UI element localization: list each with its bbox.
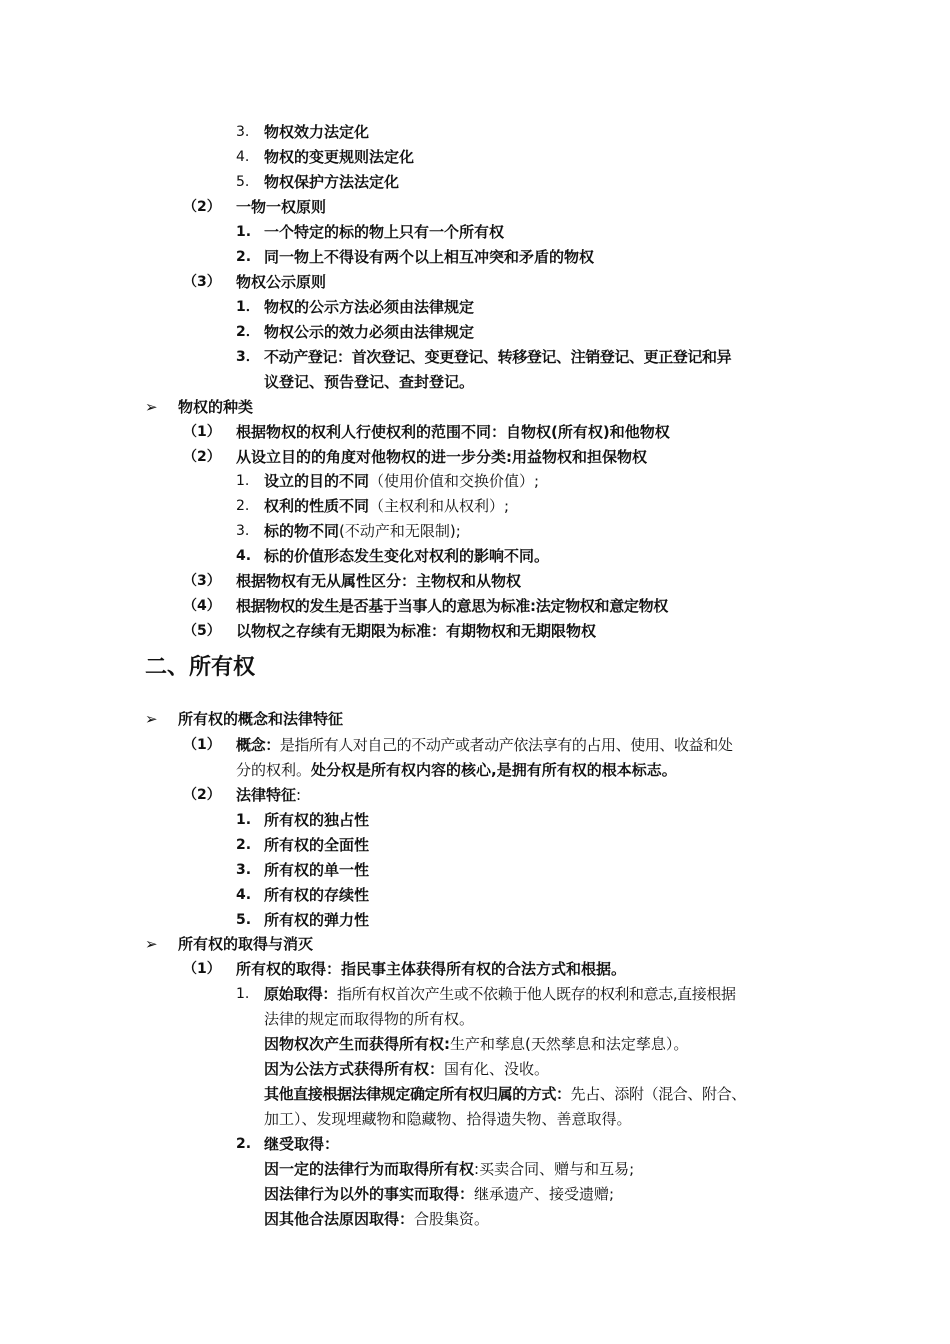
list-item-text: : — [296, 786, 302, 804]
list-number: 5. — [236, 174, 250, 190]
list-number: （2） — [183, 787, 221, 803]
list-number: 2. — [236, 498, 250, 514]
paragraph — [264, 1208, 489, 1230]
list-number: 3. — [236, 523, 250, 539]
paragraph — [264, 1033, 688, 1055]
list-item: 以物权之存续有无期限为标准：有期物权和无期限物权 — [236, 622, 597, 640]
list-item: 继受取得： — [264, 1135, 340, 1153]
list-item: 一物一权原则 — [236, 198, 327, 216]
list-item-bold: 处分权是所有权内容的核心,是拥有所有权的根本标志。 — [311, 761, 677, 779]
paragraph — [264, 1158, 634, 1180]
list-number: 1. — [236, 986, 250, 1002]
arrow-bullet-icon: ➢ — [145, 398, 158, 416]
paragraph-bold: 其他直接根据法律规定确定所有权归属的方式： — [264, 1085, 571, 1103]
list-number: （2） — [183, 449, 221, 465]
list-number: （1） — [183, 737, 221, 753]
list-item — [264, 520, 461, 542]
list-item — [264, 983, 736, 1005]
list-item: 所有权的弹力性 — [264, 911, 370, 929]
list-number: （3） — [183, 274, 221, 290]
list-item: 根据物权有无从属性区分：主物权和从物权 — [236, 572, 522, 590]
list-item: 所有权的独占性 — [264, 811, 370, 829]
paragraph-continuation: 加工）、发现埋藏物和隐藏物、拾得遗失物、善意取得。 — [264, 1110, 632, 1128]
list-number: 2． — [236, 324, 260, 340]
list-item — [264, 495, 509, 517]
list-item: 根据物权的权利人行使权利的范围不同：自物权(所有权)和他物权 — [236, 423, 670, 441]
list-item: 物权的公示方法必须由法律规定 — [264, 298, 475, 316]
paragraph-bold: 因其他合法原因取得： — [264, 1210, 415, 1228]
list-number: （2） — [183, 199, 221, 215]
list-item-bold: 概念： — [236, 736, 280, 754]
list-item: 所有权的取得：指民事主体获得所有权的合法方式和根据。 — [236, 960, 627, 978]
list-item-bold: 原始取得： — [264, 985, 338, 1003]
paragraph-bold: 因一定的法律行为而取得所有权 — [264, 1160, 475, 1178]
list-number: 4. — [236, 548, 252, 564]
paragraph-bold: 因为公法方式获得所有权： — [264, 1060, 445, 1078]
paragraph-text: :买卖合同、赠与和互易; — [474, 1160, 635, 1178]
arrow-bullet-icon: ➢ — [145, 710, 158, 728]
list-item: 标的价值形态发生变化对权利的影响不同。 — [264, 547, 550, 565]
list-item-continuation: 法律的规定而取得物的所有权。 — [264, 1010, 475, 1028]
list-item-text: (不动产和无限制); — [339, 522, 461, 540]
list-item-continuation — [236, 759, 677, 781]
list-item: 物权效力法定化 — [264, 123, 370, 141]
paragraph-bold: 因法律行为以外的事实而取得： — [264, 1185, 475, 1203]
list-item-text: 分的权利。 — [236, 761, 312, 779]
list-item-bold: 法律特征 — [236, 786, 297, 804]
list-number: （1） — [183, 961, 221, 977]
list-number: 3. — [236, 862, 252, 878]
list-number: 4. — [236, 149, 250, 165]
list-item: 一个特定的标的物上只有一个所有权 — [264, 223, 505, 241]
list-item: 物权公示原则 — [236, 273, 327, 291]
list-item: 同一物上不得设有两个以上相互冲突和矛盾的物权 — [264, 248, 595, 266]
list-item — [236, 784, 301, 806]
paragraph-text: 合股集资。 — [414, 1210, 490, 1228]
list-item: 所有权的存续性 — [264, 886, 370, 904]
list-number: （5） — [183, 623, 221, 639]
paragraph-bold: 因物权次产生而获得所有权: — [264, 1035, 450, 1053]
paragraph — [264, 1058, 549, 1080]
list-item-continuation: 议登记、预告登记、查封登记。 — [264, 373, 475, 391]
list-item-bold: 设立的目的不同 — [264, 472, 370, 490]
list-number: 3． — [236, 349, 260, 365]
paragraph-text: 继承遗产、接受遗赠; — [474, 1185, 615, 1203]
section-heading: 所有权的取得与消灭 — [178, 935, 314, 953]
list-number: （1） — [183, 424, 221, 440]
list-item-text: 是指所有人对自己的不动产或者动产依法享有的占用、使用、收益和处 — [279, 736, 733, 754]
list-item: 根据物权的发生是否基于当事人的意思为标准:法定物权和意定物权 — [236, 597, 669, 615]
section-heading: 物权的种类 — [178, 398, 254, 416]
list-item-bold: 权利的性质不同 — [264, 497, 370, 515]
paragraph — [264, 1083, 746, 1105]
paragraph-text: 先占、添附（混合、附合、 — [570, 1085, 746, 1103]
list-item: 物权保护方法法定化 — [264, 173, 400, 191]
list-number: 5. — [236, 912, 252, 928]
list-number: 2. — [236, 1136, 252, 1152]
list-item — [236, 734, 732, 756]
paragraph — [264, 1183, 614, 1205]
list-number: （4） — [183, 598, 221, 614]
arrow-bullet-icon: ➢ — [145, 935, 158, 953]
list-number: 1. — [236, 224, 252, 240]
list-number: 1. — [236, 473, 250, 489]
list-item: 不动产登记：首次登记、变更登记、转移登记、注销登记、更正登记和异 — [264, 348, 732, 366]
list-number: 1． — [236, 299, 260, 315]
list-item-text: （主权利和从权利）; — [369, 497, 510, 515]
list-number: （3） — [183, 573, 221, 589]
list-number: 3. — [236, 124, 250, 140]
list-number: 2. — [236, 837, 252, 853]
paragraph-text: 国有化、没收。 — [444, 1060, 550, 1078]
list-item: 所有权的单一性 — [264, 861, 370, 879]
chapter-heading: 二、所有权 — [145, 655, 256, 680]
list-number: 4. — [236, 887, 252, 903]
list-item: 物权的变更规则法定化 — [264, 148, 415, 166]
list-item-text: 指所有权首次产生或不依赖于他人既存的权利和意志,直接根据 — [337, 985, 736, 1003]
list-item: 从设立目的的角度对他物权的进一步分类:用益物权和担保物权 — [236, 448, 648, 466]
list-item — [264, 470, 539, 492]
list-item-text: （使用价值和交换价值）; — [369, 472, 540, 490]
list-number: 2. — [236, 249, 252, 265]
list-item: 物权公示的效力必须由法律规定 — [264, 323, 475, 341]
paragraph-text: 生产和孳息(天然孳息和法定孳息）。 — [450, 1035, 689, 1053]
section-heading: 所有权的概念和法律特征 — [178, 710, 344, 728]
list-item-bold: 标的物不同 — [264, 522, 340, 540]
list-item: 所有权的全面性 — [264, 836, 370, 854]
list-number: 1. — [236, 812, 252, 828]
